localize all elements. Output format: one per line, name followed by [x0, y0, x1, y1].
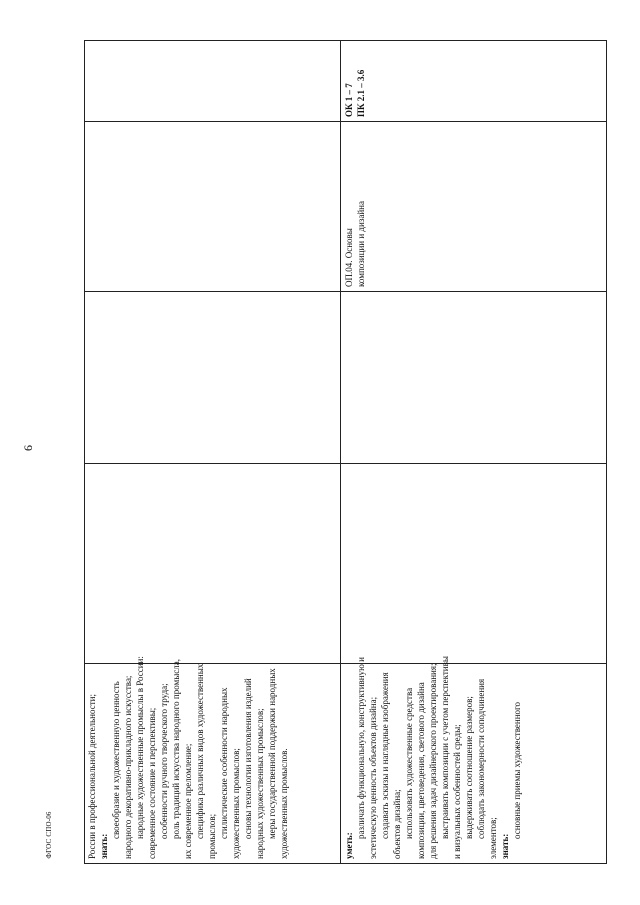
text-line: эстетическую ценность объектов дизайна; — [368, 696, 378, 859]
text-line: и визуальных особенностей среды; — [452, 724, 462, 859]
text-line: элементов; — [488, 817, 498, 859]
text-line: народные художественные промыслы в России: — [135, 656, 145, 839]
empty-cell — [85, 291, 340, 463]
text-line: стилистические особенности народных — [219, 687, 229, 839]
text-line: особенности ручного творческого труда; — [159, 683, 169, 839]
text-line: выдерживать соотношение размеров; — [464, 696, 474, 839]
text-line: создавать эскизы и наглядные изображения — [380, 672, 390, 839]
table-row-1 — [85, 41, 341, 863]
text-line: основные приемы художественного — [512, 702, 522, 839]
text-line: роль традиций искусства народного промысла, — [171, 659, 181, 839]
text-line: народного декоративно-прикладного искусства; — [123, 675, 133, 859]
competencies-cell — [341, 39, 606, 121]
text-line: художественных промыслов. — [279, 748, 289, 859]
text-line: объектов дизайна; — [392, 789, 402, 859]
footer-code: ФГОС СПО-06 — [45, 811, 53, 859]
discipline-name: композиции и дизайна — [356, 201, 366, 287]
discipline-name: ОП.04. Основы — [344, 228, 354, 287]
text-line: их современное преломление; — [183, 743, 193, 859]
text-line: использовать художественные средства — [404, 687, 414, 839]
knowledge-skills-cell — [85, 656, 340, 863]
text-line: знать: — [99, 833, 109, 859]
empty-cell — [85, 39, 340, 121]
discipline-cell — [341, 121, 606, 291]
empty-cell — [341, 463, 606, 663]
text-line: меры государственной поддержки народных — [267, 668, 277, 839]
competency-code: ПК 2.1 – 3.6 — [356, 69, 366, 117]
text-line: художественных промыслов; — [231, 748, 241, 859]
text-line: соблюдать закономерности соподчинения — [476, 678, 486, 839]
text-line: народных художественных промыслов; — [255, 708, 265, 859]
text-line: для решения задач дизайнерского проектирования; — [428, 663, 438, 859]
competency-code: ОК 1 – 7 — [344, 83, 354, 117]
page-number: 9 — [21, 445, 36, 451]
text-line: знать: — [500, 833, 510, 859]
text-line: уметь: — [344, 832, 354, 859]
text-line: России в профессиональной деятельности; — [87, 694, 97, 859]
text-line: промыслов; — [207, 813, 217, 859]
text-line: специфика различных видов художественных — [195, 663, 205, 839]
text-line: основы технологии изготовления изделий — [243, 678, 253, 839]
text-line: различать функциональную, конструктивную и — [356, 657, 366, 839]
table-row-2 — [341, 41, 606, 863]
text-line: современное состояние и перспективы; — [147, 707, 157, 859]
curriculum-table — [84, 40, 607, 864]
empty-cell — [341, 291, 606, 463]
knowledge-skills-cell — [341, 656, 606, 863]
empty-cell — [85, 463, 340, 663]
text-line: выстраивать композиции с учетом перспективы — [440, 656, 450, 839]
text-line: композиции, цветоведения, светового дизайна — [416, 682, 426, 859]
empty-cell — [85, 121, 340, 291]
text-line: своеобразие и художественную ценность — [111, 681, 121, 839]
